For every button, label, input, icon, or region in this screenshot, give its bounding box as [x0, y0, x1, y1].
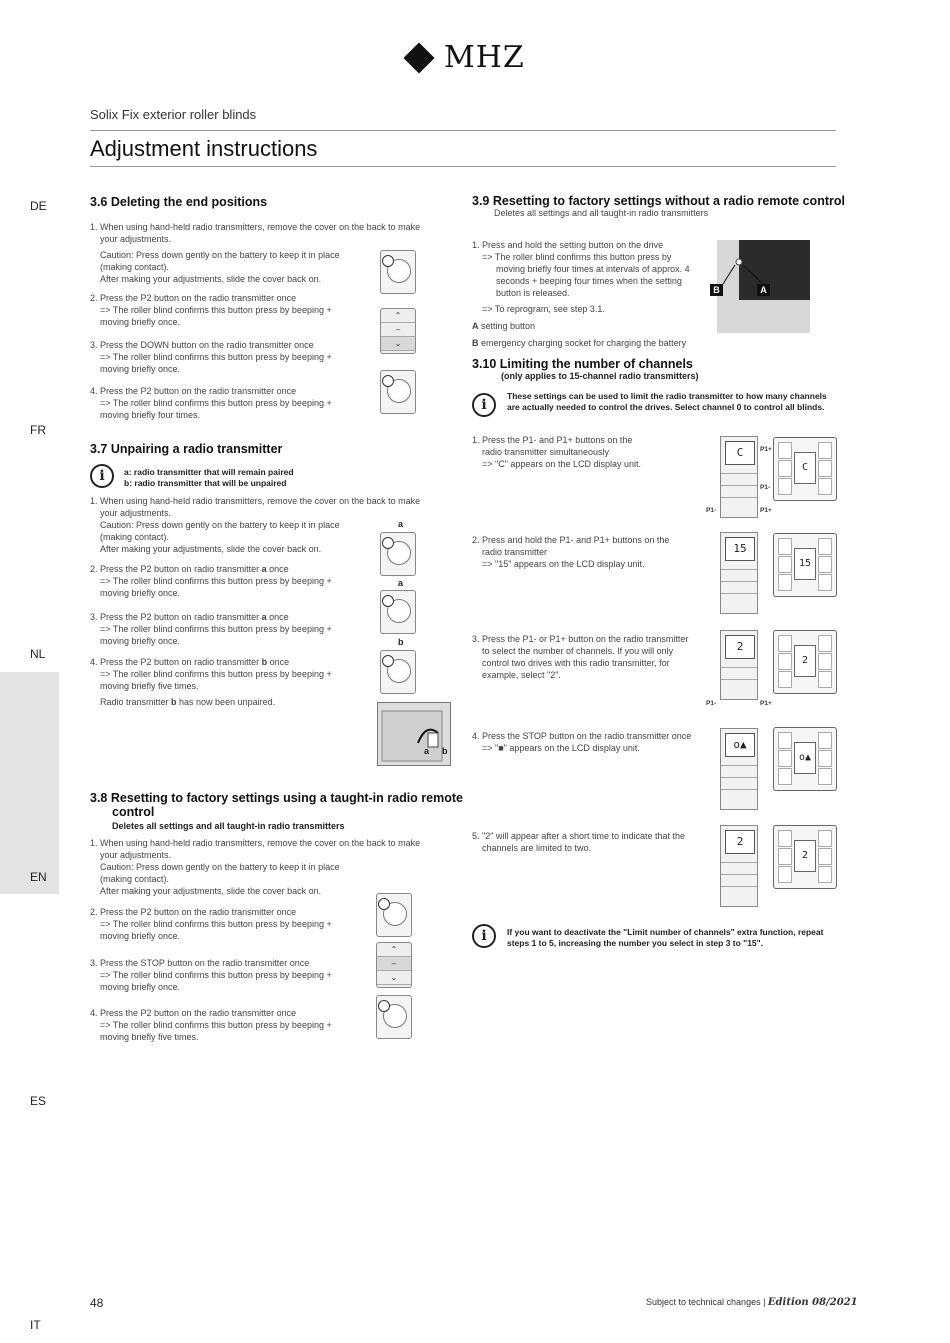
- down-icon: ⌄: [381, 337, 415, 351]
- section-3-9-subheading: Deletes all settings and all taught-in radio transmitters: [494, 208, 709, 218]
- s310-step-4: 4. Press the STOP button on the radio transmitter once => "■" appears on the LCD display unit.: [472, 731, 692, 753]
- diamond-icon: [403, 42, 434, 73]
- language-tab-en[interactable]: EN: [30, 870, 47, 884]
- s39-legend-b: B emergency charging socket for charging the battery: [472, 338, 687, 348]
- s39-step-1: 1. Press and hold the setting button on the drive => The roller blind confirms this button press by moving briefly four times at intervals of approx. 4 seconds + beeping four times when the setting button is released. => To reprogram, see step 3.1.: [472, 240, 690, 314]
- lcd-display-unit: 2: [720, 630, 758, 700]
- divider: [90, 166, 836, 167]
- remote-p2-figure: [376, 995, 412, 1039]
- p1-plus-label: P1+: [760, 446, 772, 453]
- p1-plus-label: P1+: [760, 507, 772, 514]
- remote-p2-figure: [380, 370, 416, 414]
- remote-buttons-figure: [376, 942, 412, 988]
- remote-panel: o▲: [773, 727, 837, 791]
- lcd-display-unit: 2: [720, 825, 758, 907]
- s310-note: These settings can be used to limit the radio transmitter to how many channels are actually needed to control the drives. Select channel 0 to control all blinds.: [507, 391, 827, 412]
- brand-name: MHZ: [444, 40, 525, 75]
- lcd-display-unit: o▲: [720, 728, 758, 810]
- lcd-display-unit: C: [720, 436, 758, 518]
- document-subtitle: Solix Fix exterior roller blinds: [90, 107, 257, 122]
- section-3-7-heading: 3.7 Unpairing a radio transmitter: [90, 442, 283, 456]
- s38-step-2: 2. Press the P2 button on the radio transmitter once => The roller blind confirms this button press by beeping + moving briefly once.: [90, 907, 332, 941]
- figure-label-a: a: [424, 746, 430, 756]
- section-3-8-heading: 3.8 Resetting to factory settings using a taught-in radio remote control: [90, 791, 463, 819]
- remote-a-figure: [380, 590, 416, 634]
- remote-a-figure: [380, 532, 416, 576]
- info-icon: i: [90, 464, 114, 488]
- s37-step-3: 3. Press the P2 button on radio transmitter a once => The roller blind confirms this button press by beeping + moving briefly once.: [90, 612, 332, 646]
- remote-p2-figure: [376, 893, 412, 937]
- section-3-6-heading: 3.6 Deleting the end positions: [90, 195, 268, 209]
- s38-step-3: 3. Press the STOP button on the radio transmitter once => The roller blind confirms this button press by beeping + moving briefly once.: [90, 958, 332, 992]
- s36-step-3: 3. Press the DOWN button on the radio transmitter once => The roller blind confirms this button press by beeping + moving briefly once.: [90, 340, 332, 374]
- section-3-8-subheading: Deletes all settings and all taught-in radio transmitters: [112, 821, 345, 831]
- language-tab-es[interactable]: ES: [30, 1094, 47, 1108]
- p1-plus-label: P1+: [760, 700, 772, 707]
- s310-final-note: If you want to deactivate the "Limit number of channels" extra function, repeat steps 1 to 5, increasing the number you select in step 3 to "15".: [507, 927, 824, 948]
- up-icon: ⌃: [377, 943, 411, 957]
- s37-step-2: 2. Press the P2 button on radio transmitter a once => The roller blind confirms this button press by beeping + moving briefly once.: [90, 564, 332, 598]
- mhz-logo: [408, 40, 525, 75]
- hand-remote-icon: [378, 703, 450, 765]
- active-language-highlight: [0, 672, 59, 894]
- p1-minus-label: P1-: [706, 507, 717, 514]
- s310-step-1: 1. Press the P1- and P1+ buttons on the radio transmitter simultaneously => "C" appears on the LCD display unit.: [472, 435, 641, 469]
- page-title: Adjustment instructions: [90, 136, 318, 161]
- s310-step-2: 2. Press and hold the P1- and P1+ buttons on the radio transmitter => "15" appears on the LCD display unit.: [472, 535, 670, 569]
- s36-step-2: 2. Press the P2 button on the radio transmitter once => The roller blind confirms this button press by beeping + moving briefly once.: [90, 293, 332, 327]
- figure-label-b: b: [398, 637, 404, 647]
- stop-symbol-icon: ■: [498, 743, 504, 753]
- s38-step-1: 1. When using hand-held radio transmitters, remove the cover on the back to make your adjustments. Caution: Press down gently on the battery to keep it in place (making contact). After making your adjustments, slide the cover back on.: [90, 838, 421, 896]
- stop-icon: –: [377, 957, 411, 971]
- remote-panel: 15: [773, 533, 837, 597]
- info-icon: i: [472, 393, 496, 417]
- remote-b-figure: [380, 650, 416, 694]
- down-icon: ⌄: [377, 971, 411, 985]
- s310-step-3: 3. Press the P1- or P1+ button on the radio transmitter to select the number of channels. If you will only control two drives with this radio transmitter, for example, select "2".: [472, 634, 689, 680]
- s310-step-5: 5. "2" will appear after a short time to indicate that the channels are limited to two.: [472, 831, 686, 853]
- s36-step-1: 1. When using hand-held radio transmitters, remove the cover on the back to make your adjustments. Caution: Press down gently on the battery to keep it in place (making contact). After making your adjustments, slide the cover back on.: [90, 222, 421, 284]
- remote-panel: 2: [773, 825, 837, 889]
- s37-step-1: 1. When using hand-held radio transmitters, remove the cover on the back to make your adjustments. Caution: Press down gently on the battery to keep it in place (making contact). After making your adjustments, slide the cover back on.: [90, 496, 421, 554]
- up-icon: ⌃: [381, 309, 415, 323]
- drive-photo: [713, 240, 810, 333]
- section-3-10-heading: 3.10 Limiting the number of channels: [472, 357, 693, 371]
- language-tab-nl[interactable]: NL: [30, 647, 46, 661]
- photo-tag-a: A: [757, 284, 770, 296]
- s37-note: a: radio transmitter that will remain paired b: radio transmitter that will be unpaired: [124, 467, 294, 488]
- remote-p2-figure: [380, 250, 416, 294]
- figure-label-a: a: [398, 519, 404, 529]
- footer-edition: Subject to technical changes | Edition 08/2021: [646, 1297, 858, 1308]
- figure-label-a: a: [398, 578, 404, 588]
- p1-minus-label: P1-: [706, 700, 717, 707]
- section-3-10-subheading: (only applies to 15-channel radio transmitters): [501, 371, 699, 381]
- remote-buttons-figure: [380, 308, 416, 354]
- stop-icon: –: [381, 323, 415, 337]
- page-number: 48: [90, 1296, 104, 1310]
- s37-step-4: 4. Press the P2 button on radio transmitter b once => The roller blind confirms this button press by beeping + moving briefly five times. Radio transmitter b has now been unpaired.: [90, 657, 332, 707]
- roller-blind-illustration: [377, 702, 451, 766]
- figure-label-b: b: [442, 746, 448, 756]
- info-icon: i: [472, 924, 496, 948]
- language-tab-fr[interactable]: FR: [30, 423, 46, 437]
- s36-step-4: 4. Press the P2 button on the radio transmitter once => The roller blind confirms this button press by beeping + moving briefly four times.: [90, 386, 332, 420]
- section-3-9-heading: 3.9 Resetting to factory settings without a radio remote control: [472, 194, 845, 208]
- photo-tag-b: B: [710, 284, 723, 296]
- lcd-display-unit: 15: [720, 532, 758, 614]
- remote-panel: 2: [773, 630, 837, 694]
- divider: [90, 130, 836, 131]
- p1-minus-label: P1-: [760, 484, 771, 491]
- s39-legend-a: A setting button: [472, 321, 536, 331]
- language-tab-it[interactable]: IT: [30, 1318, 41, 1332]
- s38-step-4: 4. Press the P2 button on the radio transmitter once => The roller blind confirms this button press by beeping + moving briefly five times.: [90, 1008, 332, 1042]
- remote-panel: C: [773, 437, 837, 501]
- language-tab-de[interactable]: DE: [30, 199, 47, 213]
